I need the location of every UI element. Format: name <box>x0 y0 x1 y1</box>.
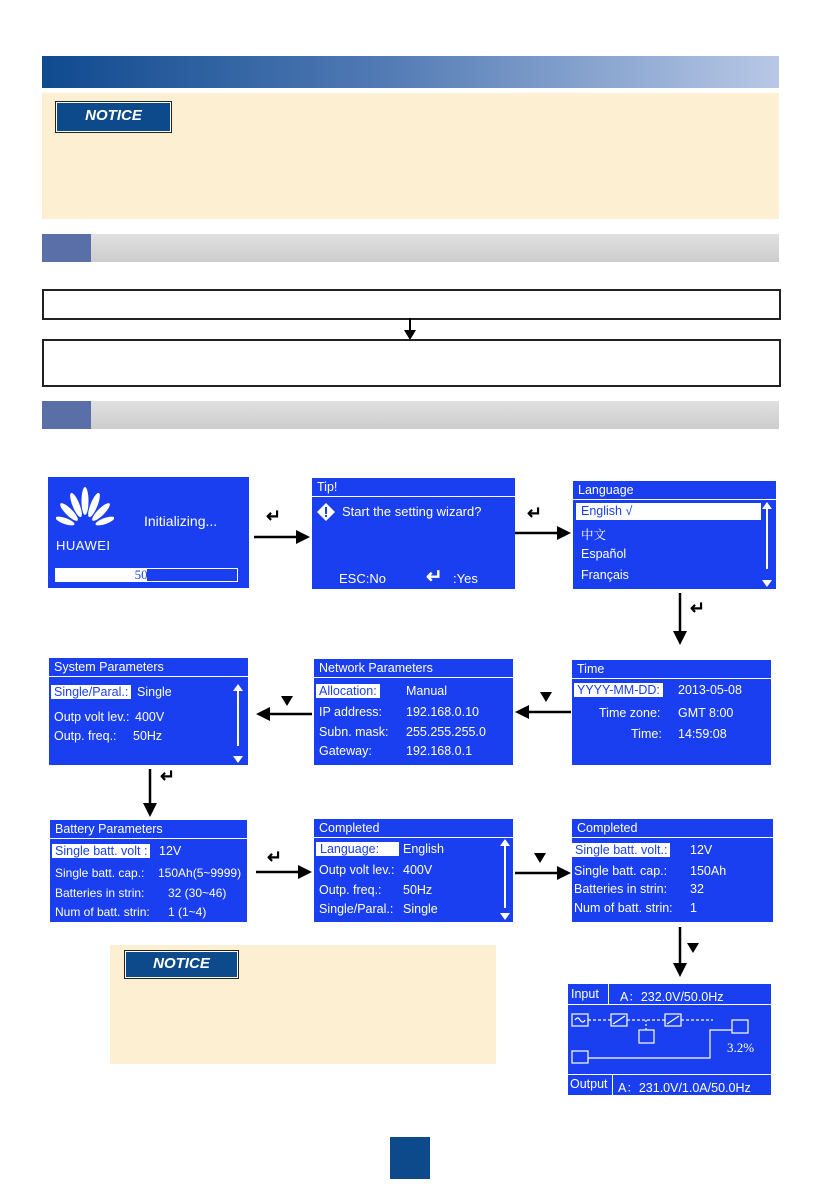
screen-battery <box>50 820 247 922</box>
scroll-down-icon[interactable] <box>500 913 510 920</box>
screen-system <box>49 658 248 765</box>
arrow-down-icon <box>143 769 157 817</box>
arrow-right-icon <box>515 526 571 540</box>
notice-box <box>42 93 779 219</box>
down-key-icon <box>540 692 552 702</box>
allocation-value: Manual <box>406 684 447 698</box>
ip-value: 192.168.0.10 <box>406 705 479 719</box>
outp-volt-label: Outp volt lev.: <box>319 863 395 877</box>
language-item-spanish[interactable]: Español <box>581 547 627 561</box>
scrollbar[interactable] <box>504 846 506 908</box>
outp-volt-label: Outp volt lev.: <box>54 710 130 724</box>
screen-time <box>572 660 771 765</box>
batt-volt-label[interactable]: Single batt. volt.: <box>572 843 670 857</box>
enter-key-icon: ↵ <box>527 503 543 523</box>
flow-step-2 <box>42 339 781 387</box>
section-header-2 <box>42 401 779 429</box>
screen-initializing <box>48 477 249 588</box>
scroll-up-icon[interactable] <box>233 684 243 691</box>
outp-freq-label: Outp. freq.: <box>319 883 382 897</box>
batteries-in-strin-value: 32 <box>690 882 704 896</box>
arrow-left-icon <box>256 707 312 721</box>
arrow-right-icon <box>256 865 312 879</box>
arrow-left-icon <box>515 705 571 719</box>
input-bar <box>568 984 771 1005</box>
scroll-up-icon[interactable] <box>500 839 510 846</box>
progress-text: 50% <box>134 567 159 582</box>
batt-volt-label[interactable]: Single batt. volt : <box>52 844 150 858</box>
scroll-down-icon[interactable] <box>762 580 772 587</box>
arrow-right-icon <box>515 866 571 880</box>
language-label[interactable]: Language: <box>316 842 399 856</box>
gateway-value: 192.168.0.1 <box>406 744 473 758</box>
batt-cap-value: 150Ah <box>690 864 727 878</box>
scrollbar[interactable] <box>766 509 768 569</box>
completed-title: Completed <box>572 819 773 838</box>
outp-freq-label: Outp. freq.: <box>54 729 117 743</box>
output-bar <box>568 1074 771 1095</box>
arrow-down-icon <box>673 927 687 977</box>
esc-no-label: ESC:No <box>339 571 386 586</box>
screen-network <box>314 659 513 765</box>
batt-volt-value: 12V <box>159 844 182 858</box>
num-batt-strin-label: Num of batt. strin: <box>574 901 673 915</box>
battery-icon <box>639 1030 654 1043</box>
ip-label: IP address: <box>319 705 383 719</box>
language-item-french[interactable]: Français <box>581 568 629 582</box>
batt-cap-label: Single batt. cap.: <box>574 864 668 878</box>
outp-volt-value: 400V <box>135 710 165 724</box>
scroll-up-icon[interactable] <box>762 502 772 509</box>
yes-label: :Yes <box>453 571 478 586</box>
single-paral-value: Single <box>403 902 438 916</box>
down-key-icon <box>281 696 293 706</box>
single-paral-value: Single <box>137 685 172 699</box>
bypass-icon <box>572 1051 588 1063</box>
section-marker <box>42 234 91 262</box>
language-value: English <box>403 842 444 856</box>
enter-key-icon: ↵ <box>690 598 706 618</box>
system-title: System Parameters <box>49 658 248 677</box>
language-title: Language <box>573 481 776 500</box>
flow-step-1 <box>42 289 781 320</box>
allocation-label[interactable]: Allocation: <box>316 684 380 698</box>
num-batt-strin-value: 1 <box>690 901 697 915</box>
power-flow-diagram <box>568 1006 771 1070</box>
screen-language <box>573 481 776 589</box>
timezone-value: GMT 8:00 <box>678 706 734 720</box>
flow-arrow-down-icon <box>404 318 416 340</box>
single-paral-label: Single/Paral.: <box>319 902 394 916</box>
tip-message: Start the setting wizard? <box>342 504 482 519</box>
warning-icon <box>316 502 336 522</box>
date-value: 2013-05-08 <box>678 683 742 697</box>
batt-volt-value: 12V <box>690 843 713 857</box>
gateway-label: Gateway: <box>319 744 372 758</box>
load-icon <box>732 1020 748 1033</box>
date-label[interactable]: YYYY-MM-DD: <box>574 683 663 697</box>
enter-key-icon: ↵ <box>266 506 282 526</box>
notice-label: NOTICE <box>124 950 239 979</box>
huawei-logo-icon <box>56 487 114 529</box>
batteries-in-strin-label: Batteries in strin: <box>55 886 145 900</box>
progress-bar <box>55 568 238 582</box>
screen-main-status <box>568 984 771 1095</box>
enter-key-icon: ↵ <box>160 766 176 786</box>
time-title: Time <box>572 660 771 679</box>
notice-label: NOTICE <box>55 101 172 133</box>
arrow-right-icon <box>254 530 310 544</box>
batteries-in-strin-value: 32 (30~46) <box>168 886 227 900</box>
enter-key-icon: ↵ <box>267 847 283 867</box>
screen-completed-settings <box>314 819 513 922</box>
time-value: 14:59:08 <box>678 727 727 741</box>
completed-title: Completed <box>314 819 513 838</box>
time-label: Time: <box>631 727 662 741</box>
subnet-value: 255.255.255.0 <box>406 725 486 739</box>
num-batt-strin-label: Num of batt. strin: <box>55 905 150 919</box>
outp-volt-value: 400V <box>403 863 433 877</box>
output-value: A：231.0V/1.0A/50.0Hz <box>618 1081 751 1095</box>
num-batt-strin-value: 1 (1~4) <box>168 905 207 919</box>
section-marker <box>42 401 91 429</box>
arrow-down-icon <box>673 593 687 645</box>
batt-cap-label: Single batt. cap.: <box>55 866 145 880</box>
outp-freq-value: 50Hz <box>133 729 163 743</box>
screen-completed-battery <box>572 819 773 922</box>
screen-tip <box>312 478 515 589</box>
timezone-label: Time zone: <box>599 706 661 720</box>
notice-box-2 <box>110 945 496 1064</box>
single-paral-label[interactable]: Single/Paral.: <box>51 685 131 699</box>
outp-freq-value: 50Hz <box>403 883 433 897</box>
output-label: Output <box>570 1077 608 1091</box>
load-percent: 3.2% <box>727 1040 755 1055</box>
enter-key-icon: ↵ <box>426 566 443 588</box>
subnet-label: Subn. mask: <box>319 725 389 739</box>
batteries-in-strin-label: Batteries in strin: <box>574 882 668 896</box>
section-header-1 <box>42 234 779 262</box>
down-key-icon <box>534 853 546 863</box>
page-number-badge <box>390 1137 430 1179</box>
input-label: Input <box>571 987 599 1001</box>
section-title-bar <box>42 56 779 88</box>
down-key-icon <box>687 943 699 953</box>
batt-cap-value: 150Ah(5~9999) <box>158 866 242 880</box>
language-item-english[interactable]: English √ <box>576 503 761 520</box>
input-value: A：232.0V/50.0Hz <box>620 990 724 1004</box>
network-title: Network Parameters <box>314 659 513 678</box>
scrollbar[interactable] <box>237 691 239 746</box>
initializing-text: Initializing... <box>144 513 218 529</box>
tip-title: Tip! <box>312 478 515 497</box>
scroll-down-icon[interactable] <box>233 756 243 763</box>
battery-title: Battery Parameters <box>50 820 247 839</box>
huawei-logo-text: HUAWEI <box>56 538 111 553</box>
language-item-chinese[interactable]: 中文 <box>581 528 607 542</box>
